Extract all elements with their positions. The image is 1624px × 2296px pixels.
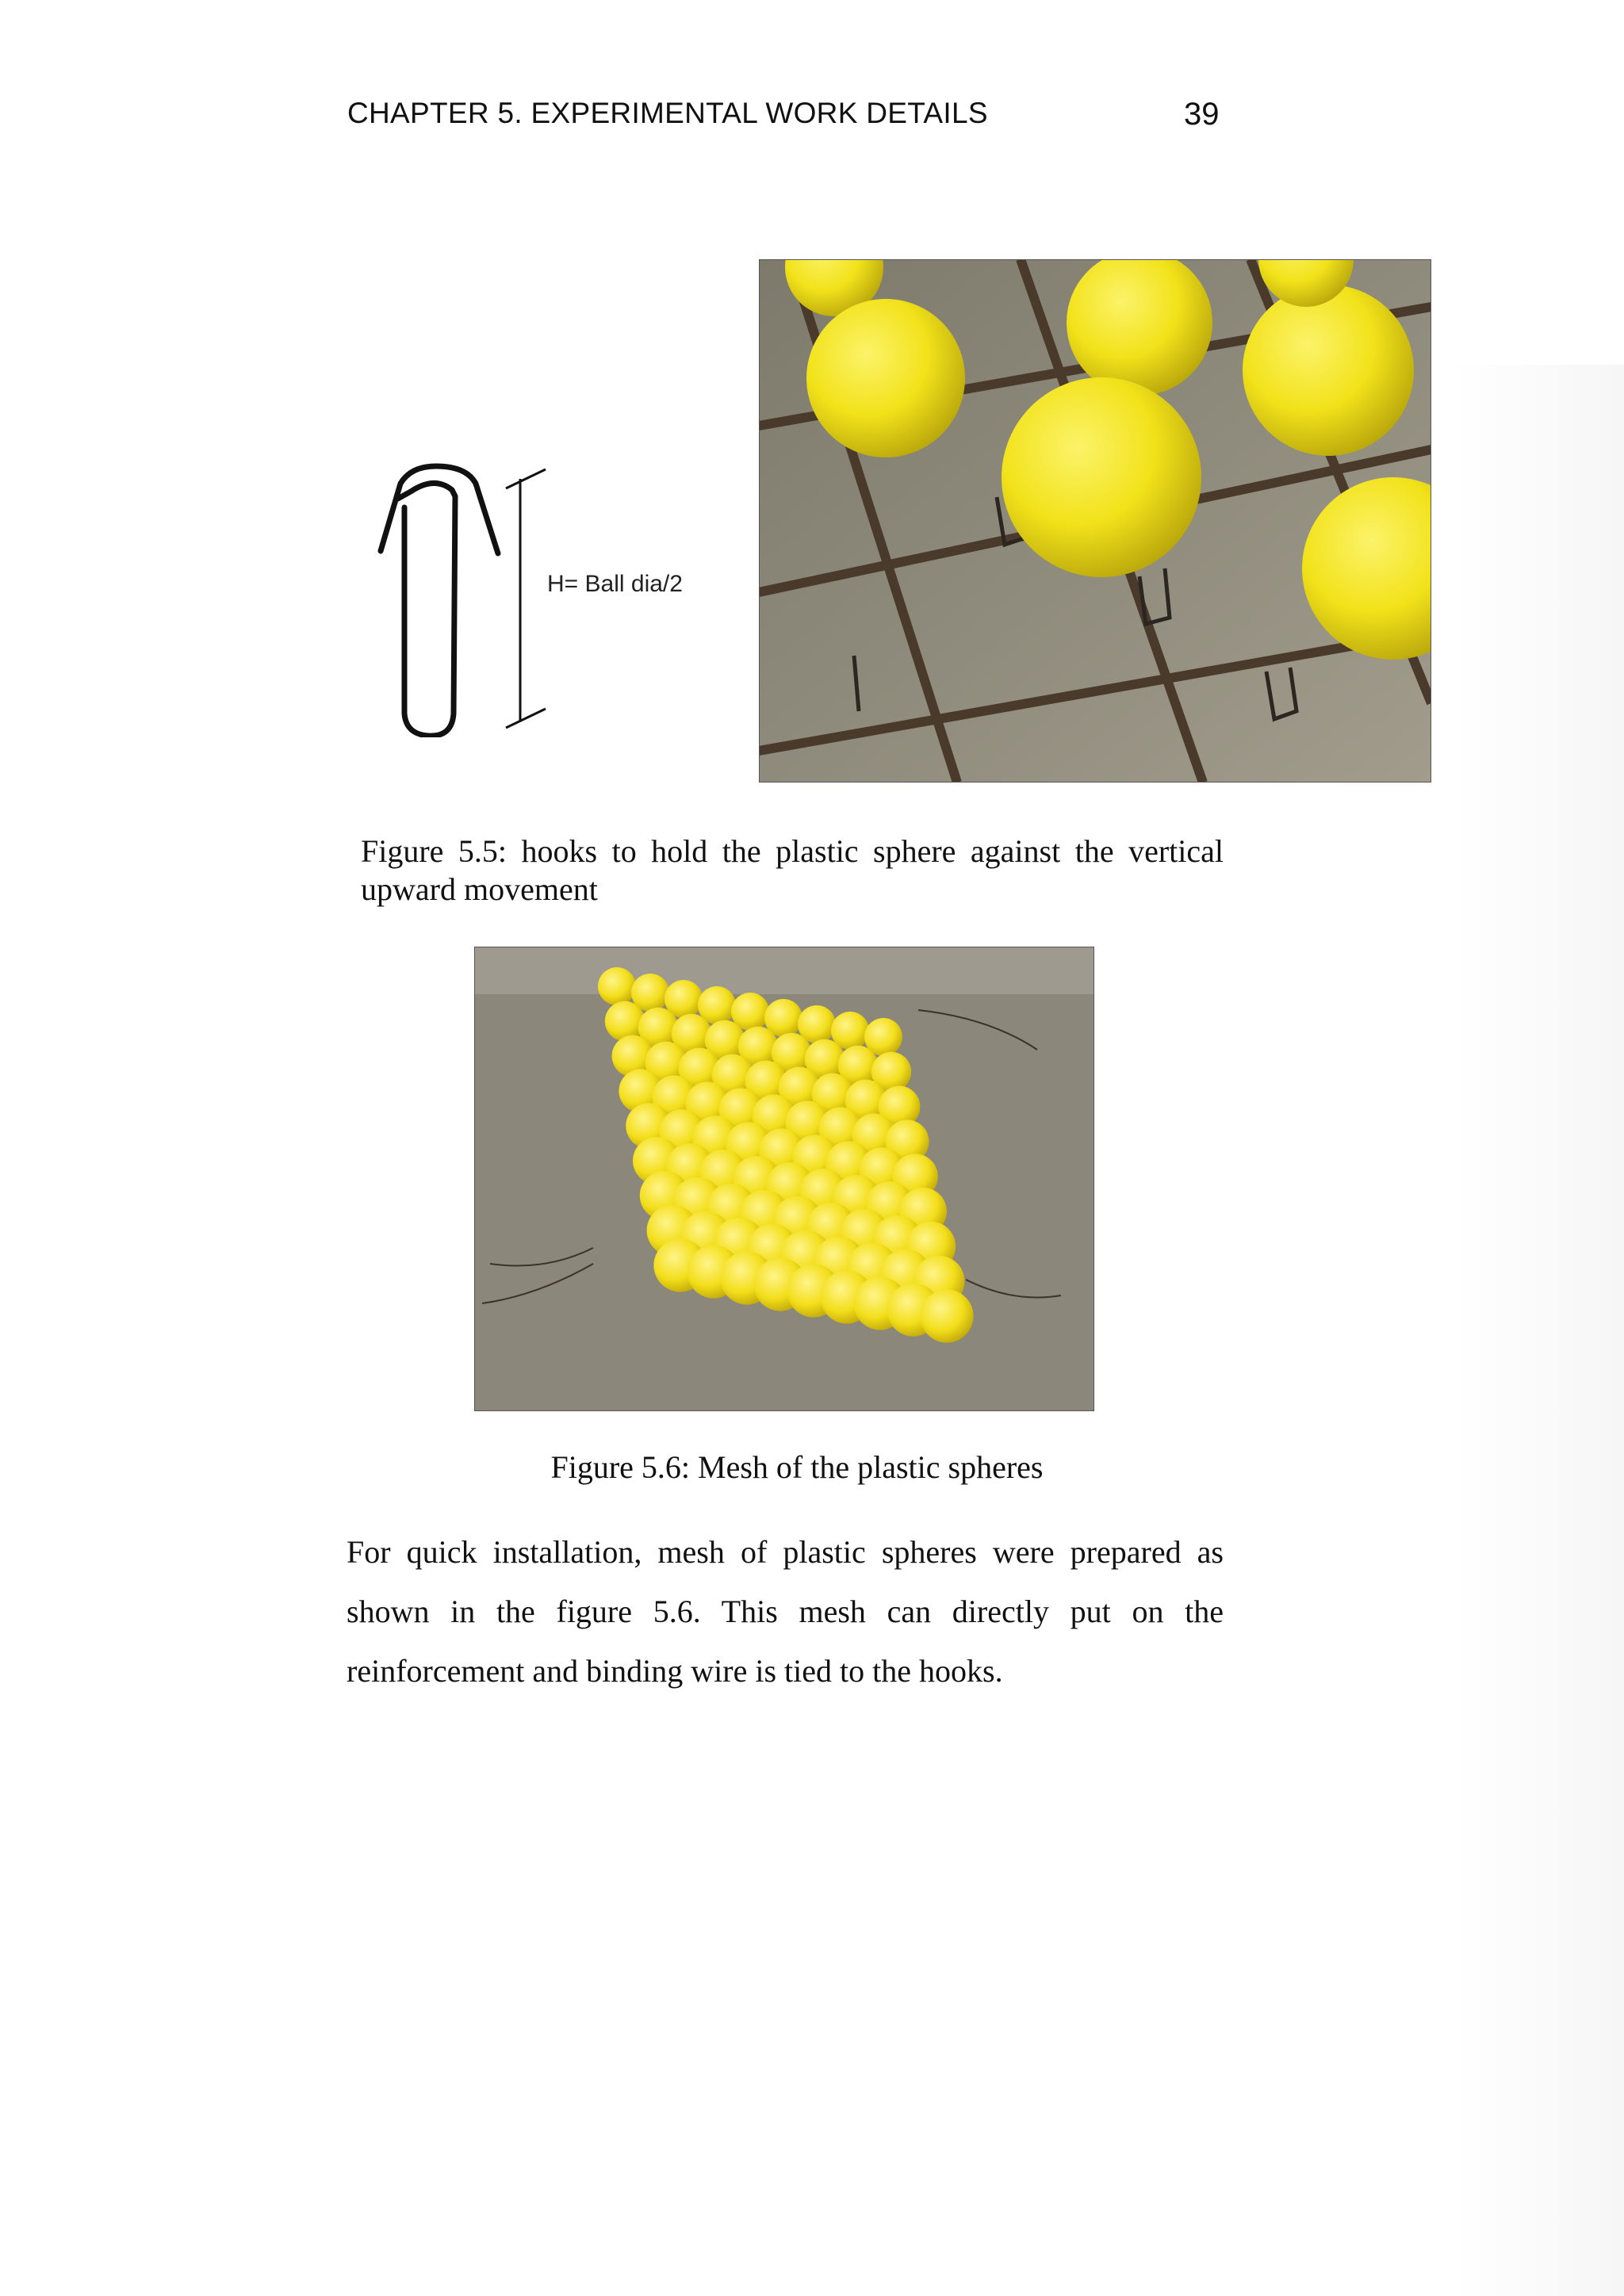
photo-spheres-on-rebar [759, 259, 1431, 783]
hook-shape [381, 466, 498, 736]
dimension-tick-top [506, 469, 546, 488]
plastic-sphere [920, 1289, 973, 1342]
plastic-sphere [605, 1001, 645, 1041]
figure-5-5-caption: Figure 5.5: hooks to hold the plastic sphere against the vertical upward movement [361, 833, 1224, 907]
height-label: H= Ball dia/2 [547, 571, 683, 597]
running-header: CHAPTER 5. EXPERIMENTAL WORK DETAILS [347, 97, 988, 129]
body-paragraph: For quick installation, mesh of plastic spheres were prepared as shown in the figure 5.6. This mesh can directly put on the reinforcement and binding wire is tied to the hooks. [347, 1534, 1224, 1689]
page-number: 39 [1184, 97, 1220, 132]
hook-diagram [365, 452, 730, 737]
photo-sphere-mesh [474, 947, 1094, 1411]
plastic-sphere [598, 967, 636, 1005]
figure-5-6-caption: Figure 5.6: Mesh of the plastic spheres [550, 1449, 1044, 1485]
dimension-tick-bottom [506, 709, 546, 728]
page-edge-shade [1451, 365, 1624, 2296]
